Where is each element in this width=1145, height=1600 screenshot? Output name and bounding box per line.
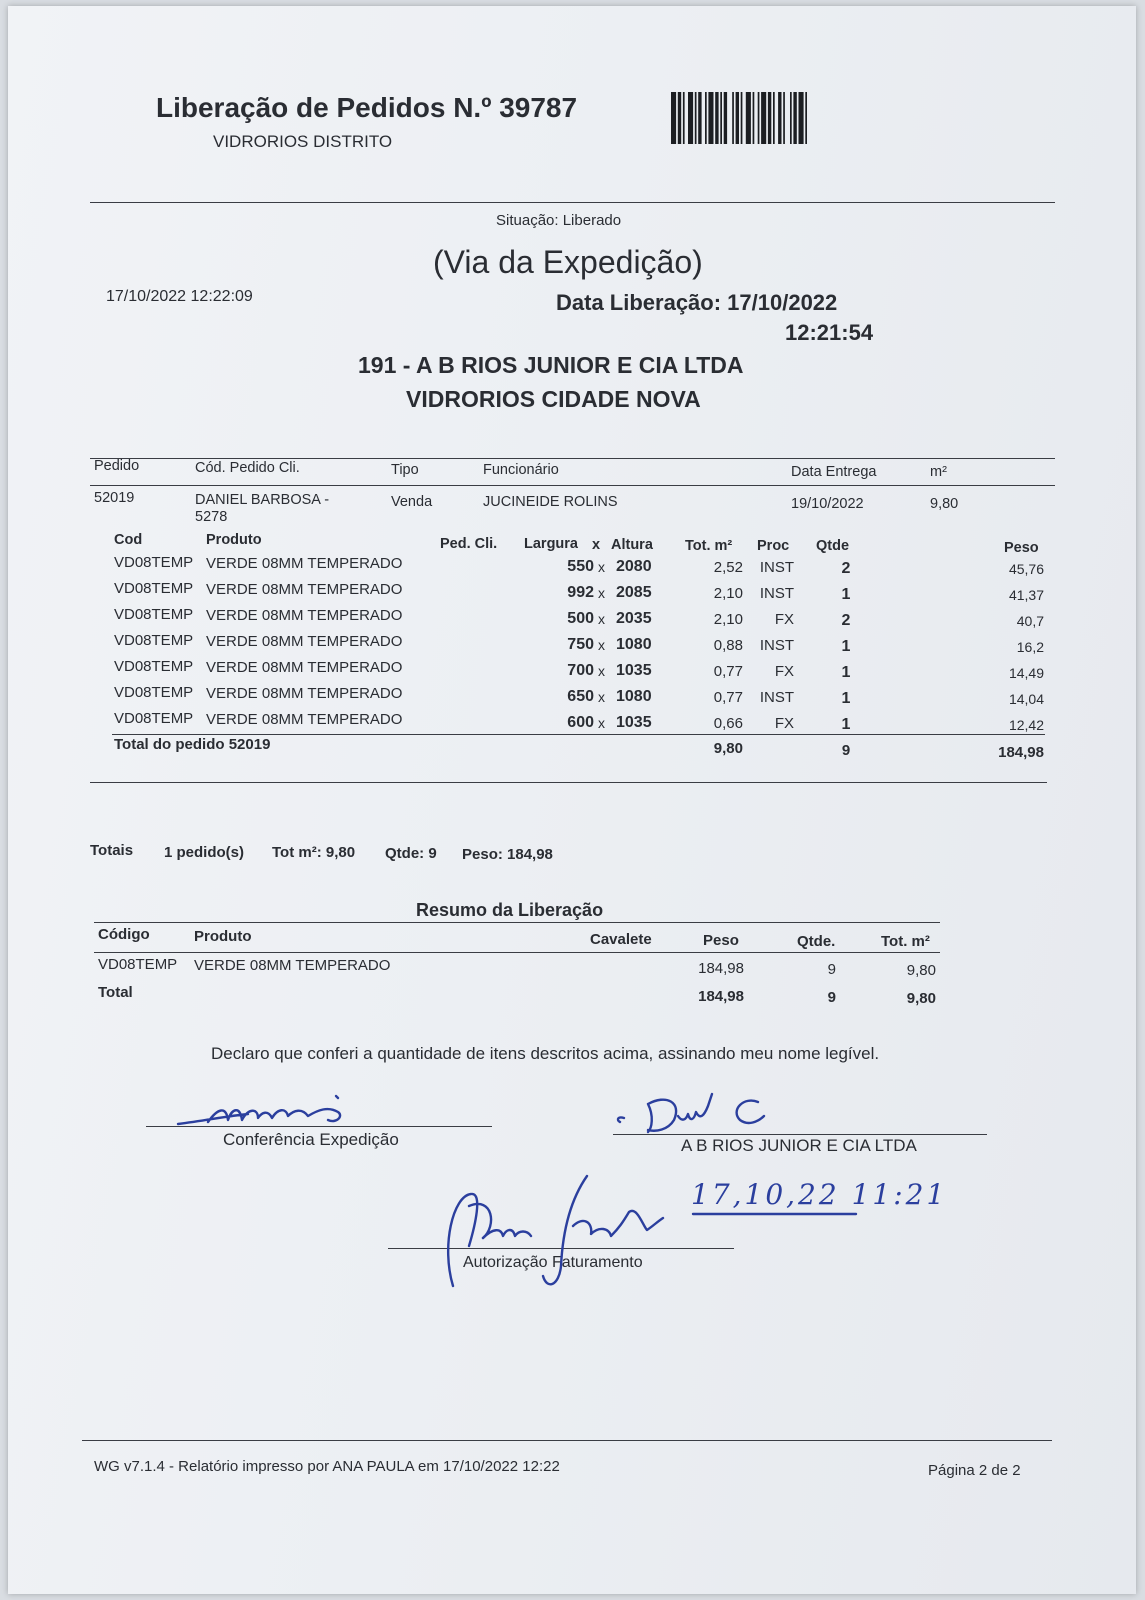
document-page <box>8 6 1136 1594</box>
signature-label-expedicao: Conferência Expedição <box>223 1130 399 1149</box>
row-largura: 500 <box>567 610 594 627</box>
col-tipo: Tipo <box>391 462 419 478</box>
row-x: x <box>598 637 605 653</box>
row-altura: 1035 <box>616 662 652 679</box>
row-proc: FX <box>774 663 794 680</box>
row-proc: INST <box>759 559 794 576</box>
totals-label: Totais <box>90 842 134 859</box>
row-qtde: 1 <box>841 690 851 707</box>
col-ped-cli: Ped. Cli. <box>440 536 498 552</box>
col-produto: Produto <box>194 928 252 945</box>
totals-m2: Tot m²: 9,80 <box>272 844 356 861</box>
summary-total-peso: 184,98 <box>698 988 744 1005</box>
row-x: x <box>598 611 605 627</box>
row-qtde: 1 <box>841 664 851 681</box>
row-x: x <box>598 663 605 679</box>
row-cod: VD08TEMP <box>114 684 194 701</box>
handwritten-date: 17,10,22 11:21 <box>691 1178 948 1211</box>
col-altura: Altura <box>611 537 653 553</box>
page-number: Página 2 de 2 <box>928 1462 1021 1479</box>
divider <box>82 1440 1052 1441</box>
order-total-m2: 9,80 <box>713 740 743 757</box>
col-peso: Peso <box>1004 540 1039 556</box>
divider <box>94 922 940 923</box>
order-total-label: Total do pedido 52019 <box>114 736 271 753</box>
col-qtde: Qtde. <box>797 933 836 950</box>
row-cod: VD08TEMP <box>114 710 194 727</box>
row-largura: 992 <box>567 584 594 601</box>
divider <box>90 782 1047 783</box>
handwritten-signature-faturamento-icon <box>423 1166 683 1306</box>
row-x: x <box>598 689 605 705</box>
col-qtde: Qtde <box>816 538 850 554</box>
col-funcionario: Funcionário <box>483 462 559 478</box>
row-peso: 14,49 <box>1008 665 1044 681</box>
col-codigo: Código <box>98 926 150 943</box>
order-total-peso: 184,98 <box>998 744 1044 761</box>
barcode-icon <box>671 92 847 144</box>
divider <box>90 485 1055 486</box>
col-pedido: Pedido <box>94 458 140 474</box>
row-produto: VERDE 08MM TEMPERADO <box>206 685 403 702</box>
totals-qtde: Qtde: 9 <box>385 845 437 862</box>
row-produto: VERDE 08MM TEMPERADO <box>206 659 403 676</box>
row-x: x <box>598 715 605 731</box>
row-altura: 1080 <box>616 636 652 653</box>
row-cod: VD08TEMP <box>114 632 194 649</box>
row-peso: 45,76 <box>1008 561 1044 577</box>
client-unit: VIDRORIOS CIDADE NOVA <box>406 386 701 412</box>
row-proc: INST <box>759 689 794 706</box>
col-cod: Cod <box>114 532 143 548</box>
client-order-code-2: 5278 <box>195 509 228 525</box>
row-proc: INST <box>759 585 794 602</box>
release-time: 12:21:54 <box>785 320 874 345</box>
row-tot-m2: 0,66 <box>713 715 743 732</box>
row-tot-m2: 0,88 <box>713 637 743 654</box>
col-proc: Proc <box>757 538 790 554</box>
row-qtde: 1 <box>841 716 851 733</box>
document-title: Liberação de Pedidos N.º 39787 <box>156 92 578 123</box>
signature-label-company: A B RIOS JUNIOR E CIA LTDA <box>681 1136 917 1155</box>
row-x: x <box>598 585 605 601</box>
company-name: VIDRORIOS DISTRITO <box>213 132 393 151</box>
row-tot-m2: 2,10 <box>713 611 743 628</box>
row-altura: 2080 <box>616 558 652 575</box>
printed-timestamp: 17/10/2022 12:22:09 <box>106 288 253 305</box>
divider <box>90 202 1055 203</box>
row-altura: 1080 <box>616 688 652 705</box>
col-tot-m2: Tot. m² <box>881 933 930 950</box>
row-produto: VERDE 08MM TEMPERADO <box>206 607 403 624</box>
summary-total-qtde: 9 <box>827 989 836 1006</box>
row-produto: VERDE 08MM TEMPERADO <box>206 633 403 650</box>
row-peso: 40,7 <box>1016 613 1044 629</box>
summary-peso: 184,98 <box>698 960 744 977</box>
row-x: x <box>598 559 605 575</box>
col-produto: Produto <box>206 532 262 548</box>
col-cod-pedido-cli: Cód. Pedido Cli. <box>195 460 300 476</box>
row-largura: 650 <box>567 688 594 705</box>
row-cod: VD08TEMP <box>114 606 194 623</box>
row-peso: 12,42 <box>1008 717 1044 733</box>
row-produto: VERDE 08MM TEMPERADO <box>206 555 403 572</box>
row-cod: VD08TEMP <box>114 580 194 597</box>
row-altura: 2085 <box>616 584 652 601</box>
divider <box>94 952 940 953</box>
summary-produto: VERDE 08MM TEMPERADO <box>194 957 391 974</box>
divider <box>90 458 1055 459</box>
order-number: 52019 <box>94 490 135 506</box>
divider <box>112 734 1045 735</box>
client-order-code: DANIEL BARBOSA - <box>195 492 330 508</box>
handwritten-signature-expedicao-icon <box>168 1086 368 1131</box>
col-tot-m2: Tot. m² <box>685 538 733 554</box>
employee: JUCINEIDE ROLINS <box>483 494 618 510</box>
summary-codigo: VD08TEMP <box>98 956 178 973</box>
order-total-qtde: 9 <box>841 742 851 759</box>
row-peso: 14,04 <box>1008 691 1044 707</box>
row-qtde: 2 <box>841 612 851 629</box>
row-produto: VERDE 08MM TEMPERADO <box>206 711 403 728</box>
col-m2: m² <box>930 464 947 480</box>
totals-pedidos: 1 pedido(s) <box>164 844 245 861</box>
order-m2: 9,80 <box>930 496 959 512</box>
row-tot-m2: 0,77 <box>713 663 743 680</box>
summary-tot-m2: 9,80 <box>906 962 936 979</box>
row-proc: FX <box>774 611 794 628</box>
order-type: Venda <box>391 494 433 510</box>
col-x: x <box>592 537 601 553</box>
row-proc: FX <box>774 715 794 732</box>
copy-type: (Via da Expedição) <box>433 244 703 280</box>
totals-peso: Peso: 184,98 <box>462 846 553 863</box>
row-tot-m2: 2,10 <box>713 585 743 602</box>
summary-title: Resumo da Liberação <box>416 900 604 920</box>
row-peso: 41,37 <box>1008 587 1044 603</box>
release-date: Data Liberação: 17/10/2022 <box>556 290 838 315</box>
row-altura: 1035 <box>616 714 652 731</box>
delivery-date: 19/10/2022 <box>791 496 864 512</box>
row-altura: 2035 <box>616 610 652 627</box>
row-cod: VD08TEMP <box>114 658 194 675</box>
row-largura: 600 <box>567 714 594 731</box>
col-peso: Peso <box>703 932 739 949</box>
client-name: 191 - A B RIOS JUNIOR E CIA LTDA <box>358 352 744 378</box>
row-qtde: 1 <box>841 638 851 655</box>
row-qtde: 2 <box>841 560 851 577</box>
row-tot-m2: 2,52 <box>713 559 743 576</box>
handwritten-signature-company-icon <box>608 1076 788 1138</box>
col-largura: Largura <box>524 536 578 552</box>
row-proc: INST <box>759 637 794 654</box>
declaration-text: Declaro que conferi a quantidade de itens descritos acima, assinando meu nome legível. <box>211 1044 880 1063</box>
row-tot-m2: 0,77 <box>713 689 743 706</box>
col-data-entrega: Data Entrega <box>791 464 877 480</box>
summary-qtde: 9 <box>827 961 836 978</box>
signature-label-faturamento: Autorização Faturamento <box>463 1254 643 1271</box>
footer-print-info: WG v7.1.4 - Relatório impresso por ANA PAULA em 17/10/2022 12:22 <box>94 1458 560 1475</box>
summary-total-tot-m2: 9,80 <box>906 990 936 1007</box>
summary-total-label: Total <box>98 984 133 1001</box>
row-qtde: 1 <box>841 586 851 603</box>
row-peso: 16,2 <box>1016 639 1044 655</box>
date-underline-icon <box>691 1210 861 1218</box>
row-largura: 700 <box>567 662 594 679</box>
row-largura: 750 <box>567 636 594 653</box>
row-cod: VD08TEMP <box>114 554 194 571</box>
row-largura: 550 <box>567 558 594 575</box>
col-cavalete: Cavalete <box>590 931 652 948</box>
row-produto: VERDE 08MM TEMPERADO <box>206 581 403 598</box>
status-label: Situação: Liberado <box>496 212 622 229</box>
